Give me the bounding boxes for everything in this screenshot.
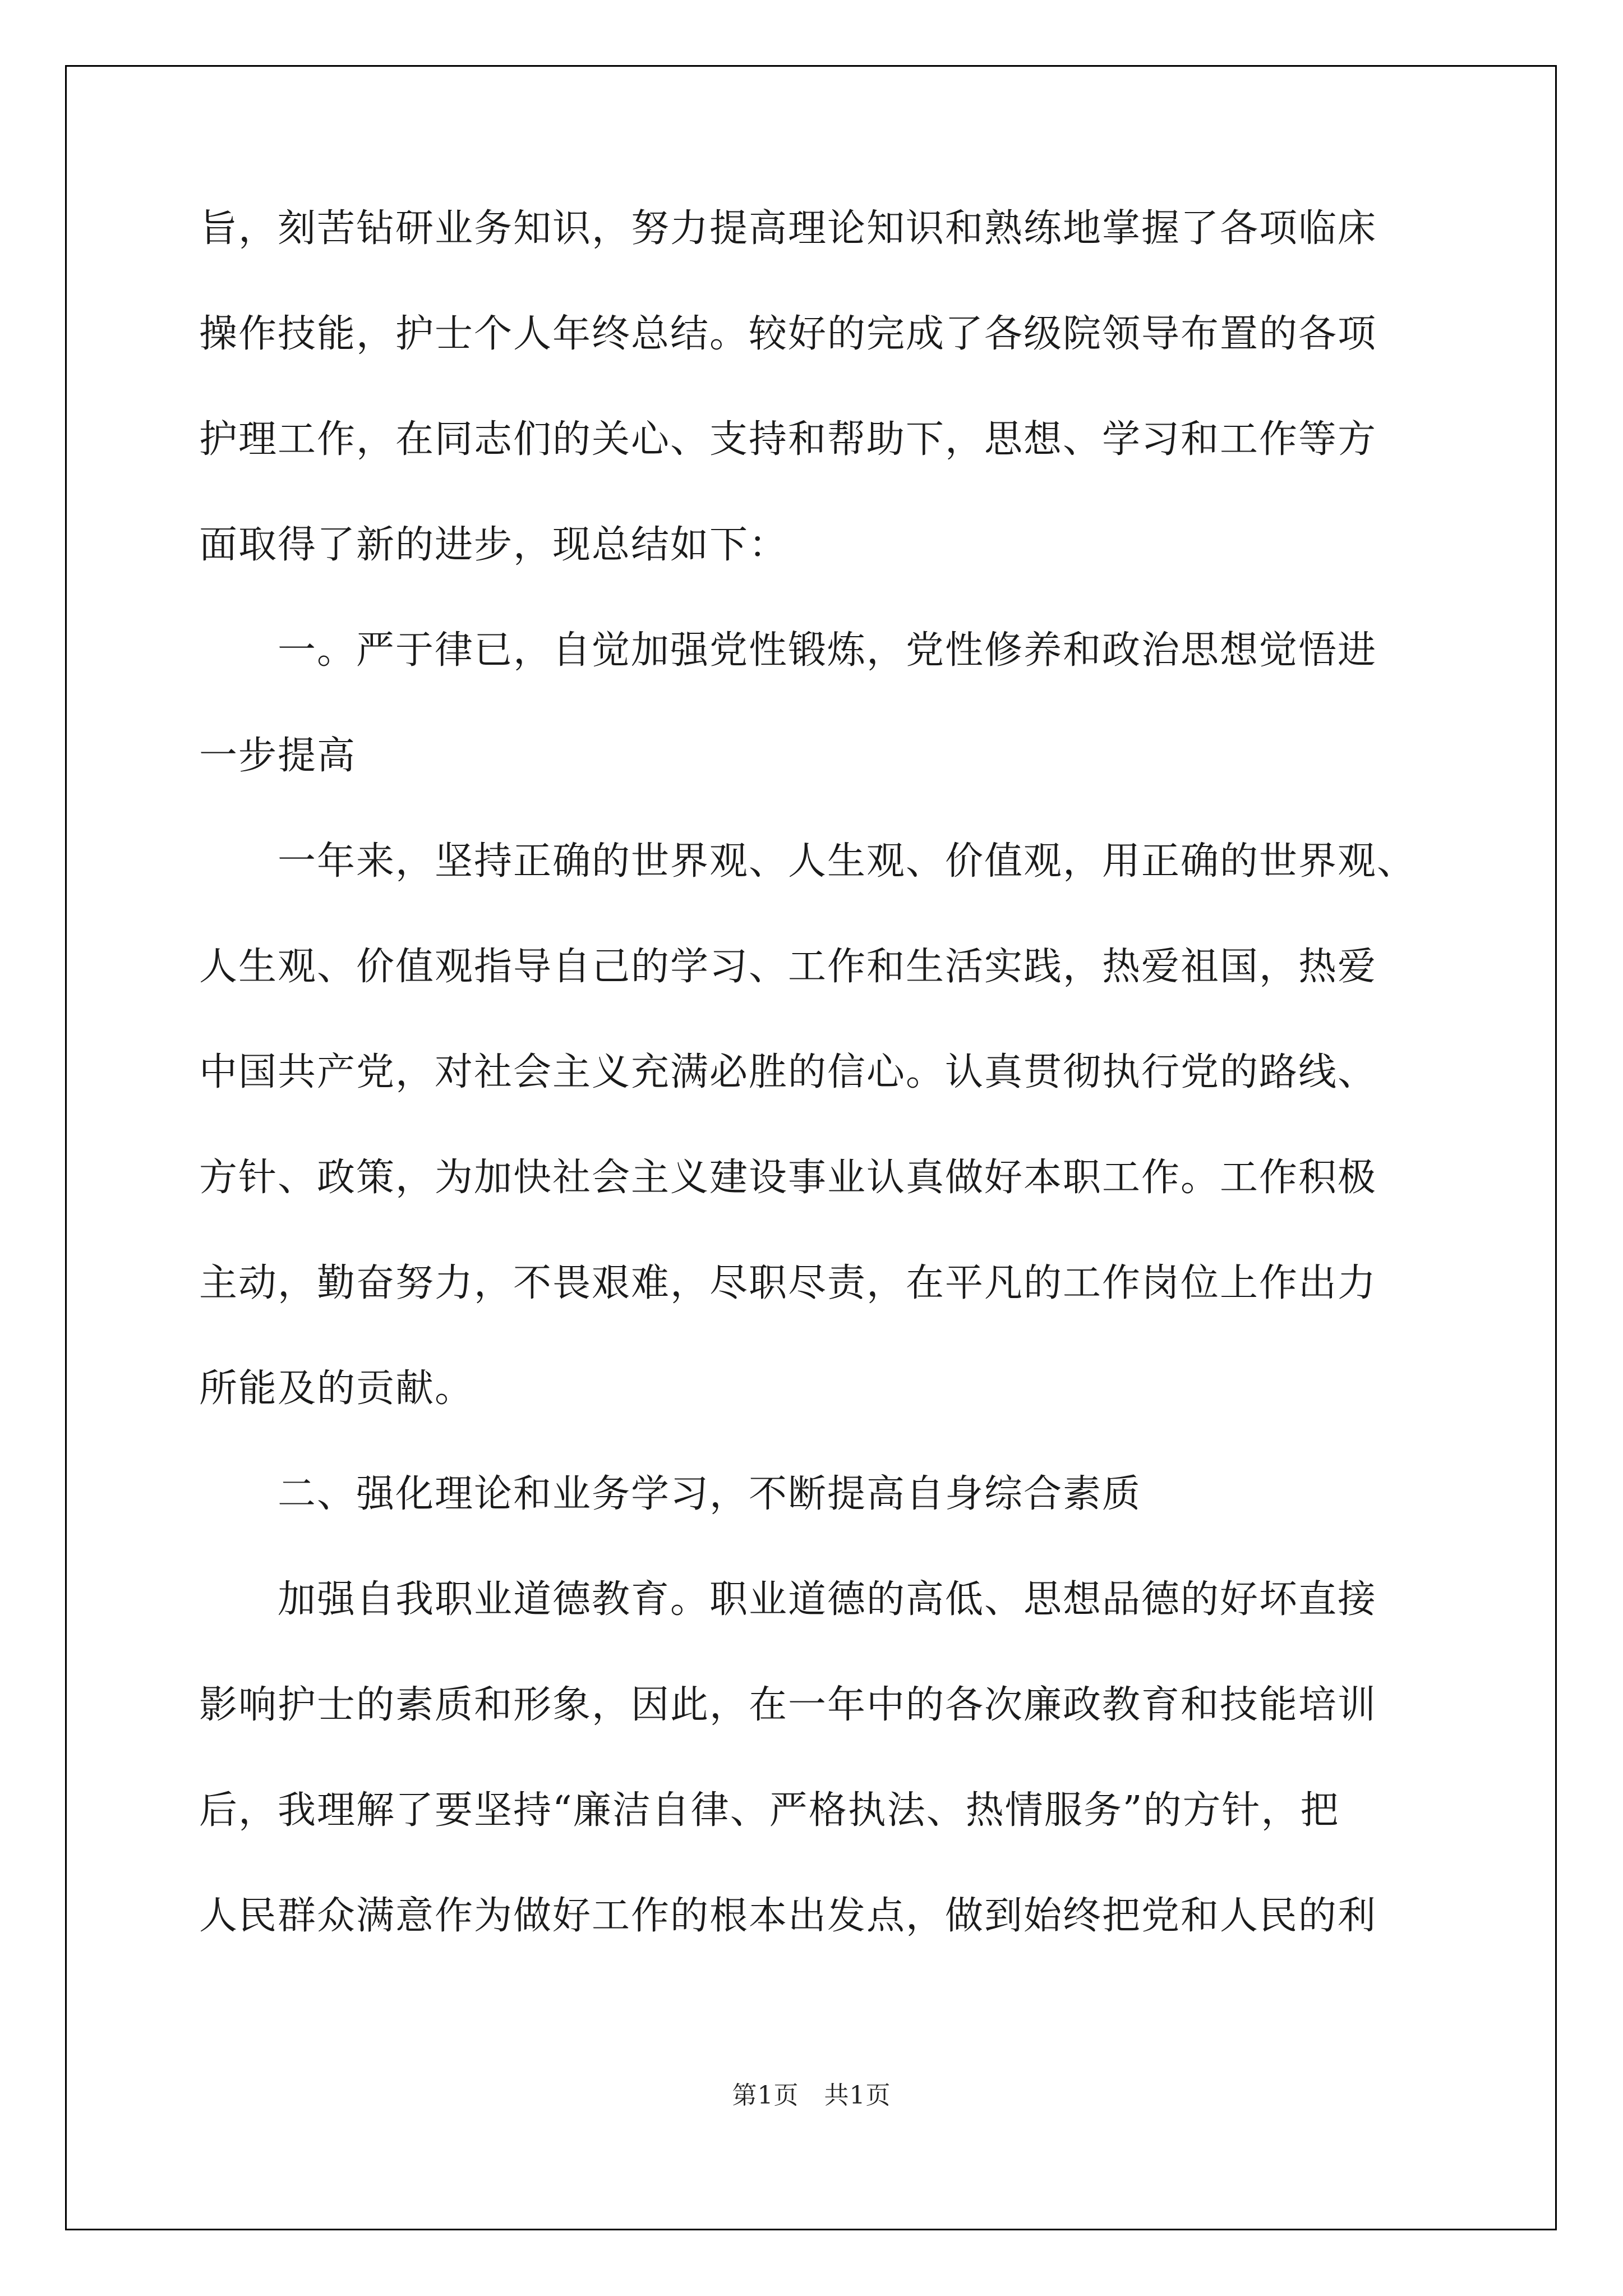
text-line: 操作技能，护士个人年终总结。较好的完成了各级院领导布置的各项 — [199, 312, 1377, 356]
section-heading: 一步提高 — [199, 734, 357, 778]
text-line: 一年来，坚持正确的世界观、人生观、价值观，用正确的世界观、 — [199, 839, 1417, 884]
text-line: 主动，勤奋努力，不畏艰难，尽职尽责，在平凡的工作岗位上作出力 — [199, 1261, 1377, 1305]
text-line: 方针、政策，为加快社会主义建设事业认真做好本职工作。工作积极 — [199, 1156, 1377, 1200]
text-line: 旨，刻苦钻研业务知识，努力提高理论知识和熟练地掌握了各项临床 — [199, 206, 1377, 251]
text-line: 人生观、价值观指导自己的学习、工作和生活实践，热爱祖国，热爱 — [199, 945, 1377, 989]
text-line: 影响护士的素质和形象，因此，在一年中的各次廉政教育和技能培训 — [199, 1683, 1377, 1727]
page-footer: 第1页 共1页 — [732, 2081, 891, 2110]
section-heading: 二、强化理论和业务学习，不断提高自身综合素质 — [199, 1472, 1142, 1516]
text-line: 后，我理解了要坚持“廉洁自律、严格执法、热情服务”的方针，把 — [199, 1788, 1340, 1833]
text-line: 中国共产党，对社会主义充满必胜的信心。认真贯彻执行党的路线、 — [199, 1050, 1377, 1094]
text-line: 护理工作，在同志们的关心、支持和帮助下，思想、学习和工作等方 — [199, 417, 1377, 462]
text-line: 加强自我职业道德教育。职业道德的高低、思想品德的好坏直接 — [199, 1577, 1377, 1622]
text-line: 人民群众满意作为做好工作的根本出发点，做到始终把党和人民的利 — [199, 1894, 1377, 1938]
text-line: 所能及的贡献。 — [199, 1366, 474, 1411]
section-heading: 一。严于律已，自觉加强党性锻炼，党性修养和政治思想觉悟进 — [199, 628, 1377, 673]
text-line: 面取得了新的进步，现总结如下： — [199, 523, 789, 567]
